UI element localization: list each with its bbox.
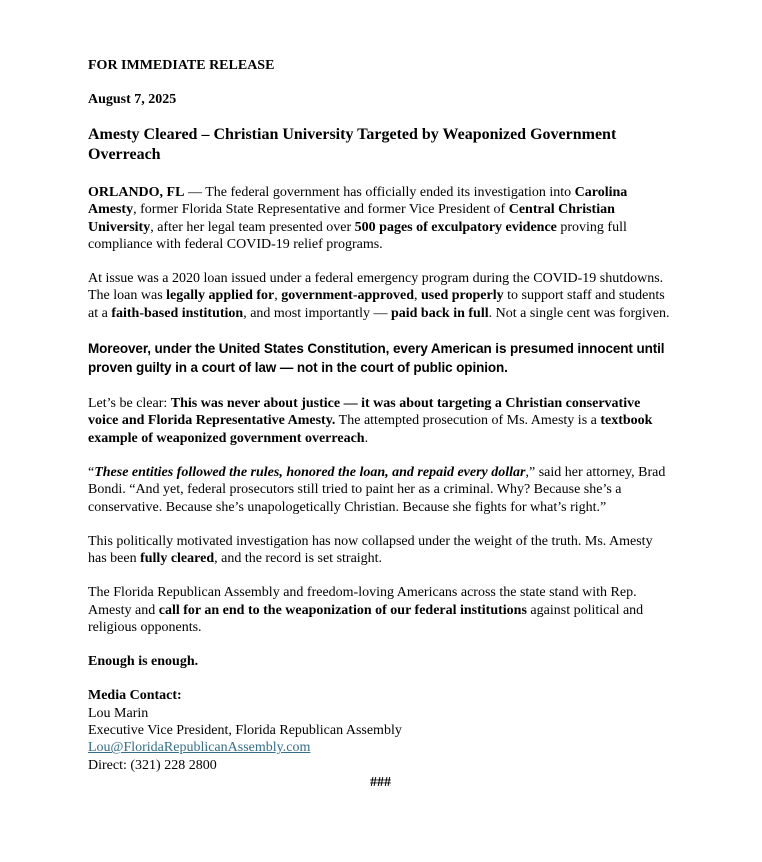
text-run: ,: [274, 288, 282, 304]
text-run: The Florida Republican Assembly and freedom-loving Americans across the state stand with Rep. Amesty and: [88, 585, 637, 618]
media-contact-phone: Direct: (321) 228 2800: [88, 757, 217, 773]
text-run: used properly: [421, 288, 504, 304]
text-run: At issue was a 2020 loan issued under a federal emergency program during the COVID-19 shutdowns. The loan was: [88, 271, 664, 304]
headline: Amesty Cleared – Christian University Targeted by Weaponized Government Overreach: [88, 126, 617, 163]
text-run: textbook example of weaponized government overreach: [88, 413, 653, 446]
media-contact-title: Executive Vice President, Florida Republican Assembly: [88, 722, 402, 738]
text-run: legally applied for: [166, 288, 275, 304]
text-run: proving full compliance with federal COVID-19 relief programs.: [88, 219, 627, 252]
media-contact-email-line: [88, 739, 673, 756]
text-run: to support staff and students at a: [88, 288, 665, 321]
text-run: Carolina Amesty: [88, 185, 628, 218]
text-run: 500 pages of exculpatory evidence: [354, 219, 557, 235]
text-run: “: [88, 464, 95, 480]
date-line: August 7, 2025: [88, 92, 177, 107]
media-contact-block: [88, 687, 673, 773]
end-mark: ###: [370, 774, 391, 790]
text-run: call for an end to the weaponization of our federal institutions: [158, 602, 527, 618]
email-link[interactable]: Lou@FloridaRepublicanAssembly.com: [88, 740, 311, 756]
paragraph-assembly-stance: [88, 584, 673, 636]
closing-statement: Enough is enough.: [88, 654, 199, 670]
text-run: government-approved: [281, 288, 415, 304]
text-run: These entities followed the rules, honored the loan, and repaid every dollar: [94, 464, 526, 480]
text-run: Central Christian University: [88, 202, 615, 235]
text-run: ORLANDO, FL: [88, 185, 185, 200]
text-run: Let’s be clear:: [88, 396, 171, 412]
media-contact-heading: Media Contact:: [88, 688, 182, 704]
media-contact-name: Lou Marin: [88, 705, 149, 721]
paragraph-attorney-quote: [88, 464, 673, 516]
text-run: against political and religious opponents.: [88, 602, 644, 636]
release-line: FOR IMMEDIATE RELEASE: [88, 58, 275, 73]
text-run: — The federal government has officially ended its investigation into: [184, 185, 575, 200]
paragraph-constitution: [88, 339, 673, 377]
text-run: This politically motivated investigation has now collapsed under the weight of the truth. Ms. Amesty has been: [88, 533, 653, 567]
paragraph-fully-cleared: [88, 533, 673, 568]
text-run: The attempted prosecution of Ms. Amesty is a: [335, 413, 601, 429]
text-run: faith-based institution: [111, 305, 244, 321]
text-run: . Not a single cent was forgiven.: [488, 305, 670, 321]
text-run: Moreover, under the United States Constitution, every American is presumed innocent until proven guilty in a court of law — not in the court of public opinion.: [88, 341, 665, 376]
text-run: .: [364, 430, 369, 446]
text-run: fully cleared: [140, 551, 215, 567]
paragraph-lets-be-clear: [88, 395, 673, 447]
text-run: , after her legal team presented over: [150, 219, 355, 235]
paragraph-loan-details: [88, 270, 673, 322]
text-run: , and most importantly —: [243, 305, 391, 321]
text-run: ,: [414, 288, 422, 304]
paragraph-lede: [88, 184, 673, 253]
text-run: paid back in full: [390, 305, 489, 321]
text-run: , former Florida State Representative and former Vice President of: [133, 202, 509, 218]
text-run: , and the record is set straight.: [214, 551, 383, 567]
text-run: ,” said her attorney, Brad Bondi. “And yet, federal prosecutors still tried to paint her as a criminal. Why? Because she’s a conservative. Because she’s unapologetically Christian. Because she fights for what’s right.”: [88, 464, 666, 515]
text-run: This was never about justice — it was about targeting a Christian conservative voice and Florida Representative Amesty.: [88, 396, 641, 429]
